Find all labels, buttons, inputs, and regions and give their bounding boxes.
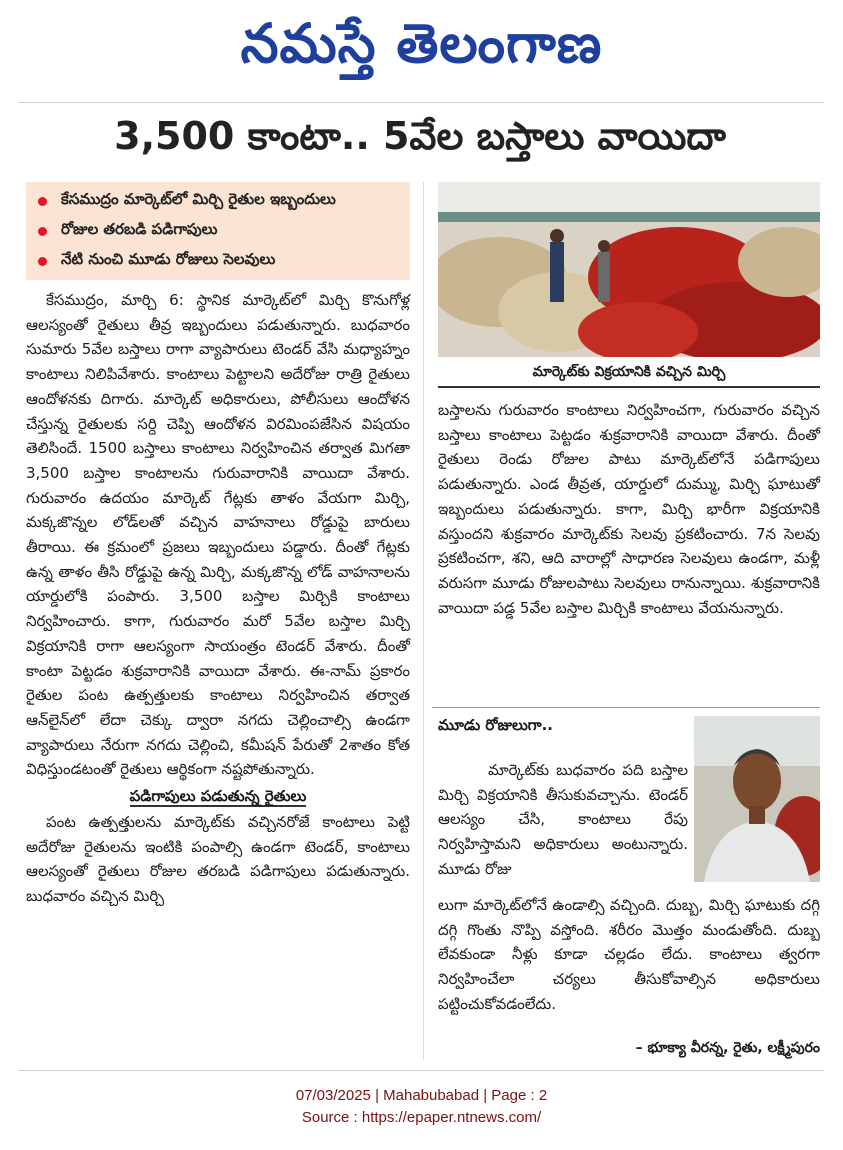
column-divider [423, 182, 424, 1060]
quote-box-divider [432, 707, 820, 708]
right-column [438, 398, 820, 620]
article-paragraph: కేసముద్రం, మార్చి 6: స్థానిక మార్కెట్‌లో మిర్చి కొనుగోళ్ల ఆలస్యంతో రైతులు తీవ్ర ఇబ్బందులు పడుతున్నారు. బుధవారం సుమారు 5వేల బస్తాలు రాగా వ్యాపారులు టెండర్ వేసి మధ్యాహ్నం కాంటాలు నిలిపివేశారు. కాంటాలు పెట్టాలని అదేరోజు రాత్రి రైతులు ఆందోళనకు దిగారు. మార్కెట్ అధికారులు, పోలీసులు ఆందోళన చేస్తున్న రైతులకు సర్ది చెప్పి ఆందోళన విరమింపజేసిన విషయం తెలిసిందే. 1500 బస్తాలు కాంటాలు నిర్వహించిన తర్వాత మిగతా 3,500 బస్తాల కాంటాలను గురువారానికి వాయిదా వేశారు. గురువారం ఉదయం మార్కెట్ గేట్లకు తాళం వేయగా మిర్చి, మక్కజొన్నల లోడ్‌లతో వచ్చిన వాహనాలు రోడ్డుపై బారులు తీరాయి. ఈ క్రమంలో ప్రజలు ఇబ్బందులు పడ్డారు. దీంతో గేట్లకు ఉన్న తాళం తీసి రోడ్డుపై ఉన్న మిర్చి, మక్కజొన్న లోడ్ వాహనాలను యార్డులోకి పంపారు. 3,500 బస్తాల మిర్చికి కాంటాలు నిర్వహించారు. కాగా, గురువారం మరో 5వేల బస్తాల మిర్చి విక్రయానికి రాగా ఆలస్యంగా సాయంత్రం టెండర్ వేశారు. దీంతో కాంటా పెట్టడం శుక్రవారానికి వాయిదా వేశారు. ఈ-నామ్ ప్రకారం రైతుల పంట ఉత్పత్తులకు కాంటాలు నిర్వహించిన తర్వాత ఆన్‌లైన్‌లో లేదా చెక్కు ద్వారా నగదు చెల్లించాల్సి ఉండగా వ్యాపారులు నేరుగా నగదు చెల్లించి, కమీషన్ పేరుతో 2శాతం కోత విధిస్తుండటంతో రైతులు ఆర్థికంగా నష్టపోతున్నారు. [26, 291, 410, 779]
article-paragraph: పంట ఉత్పత్తులను మార్కెట్‌కు వచ్చినరోజే కాంటాలు పెట్టి అదేరోజు రైతులను ఇంటికి పంపాల్సి ఉండగా టెండర్, కాంటాలు ఆలస్యంతో రైతులు రోజుల తరబడి పడిగాపులు పడుతున్నారు. బుధవారం వచ్చిన మిర్చి [26, 813, 410, 906]
highlight-text: కేసముద్రం మార్కెట్‌లో మిర్చి రైతుల ఇబ్బందులు [61, 190, 336, 208]
left-column [26, 288, 410, 909]
footer-divider [18, 1070, 824, 1071]
highlights-box [26, 182, 410, 280]
quote-signature: – భూక్యా వీరన్న, రైతు, లక్ష్మీపురం [635, 1040, 820, 1056]
footer [0, 1085, 843, 1129]
quote-paragraph: లుగా మార్కెట్‌లోనే ఉండాల్సి వచ్చింది. దుబ్బ, మిర్చి ఘాటుకు దగ్గి దగ్గి గొంతు నొప్పి వస్తోంది. శరీరం మొత్తం మండుతోంది. దుబ్బ లేవకుండా నీళ్లు కూడా చల్లడం లేదు. కాంటాలు త్వరగా నిర్వహించేలా చర్యలు తీసుకోవాల్సిన అధికారులు పట్టించుకోవడంలేదు. [438, 896, 820, 1013]
highlight-item [26, 216, 410, 246]
bullet-icon [38, 197, 47, 206]
footer-source-link[interactable]: Source : https://epaper.ntnews.com/ [301, 1109, 542, 1126]
highlight-item [26, 246, 410, 276]
photo-caption: మార్కెట్‌కు విక్రయానికి వచ్చిన మిర్చి [438, 360, 820, 388]
quote-column-continued [438, 893, 820, 1017]
masthead-divider [18, 102, 824, 103]
bullet-icon [38, 257, 47, 266]
article-headline: 3,500 కాంటా.. 5వేల బస్తాలు వాయిదా [114, 114, 726, 158]
masthead [0, 0, 843, 100]
newspaper-logo: నమస్తే తెలంగాణ [240, 11, 603, 75]
quote-subheading: మూడు రోజులుగా.. [438, 716, 554, 734]
article-paragraph: బస్తాలను గురువారం కాంటాలు నిర్వహించగా, గురువారం వచ్చిన బస్తాలు కాంటాలు పెట్టడం శుక్రవారానికి వాయిదా వేశారు. దీంతో రైతులు రెండు రోజుల పాటు మార్కెట్‌లోనే పడిగాపులు పడుతున్నారు. ఎండ తీవ్రత, యార్డులో దుమ్ము, మిర్చి ఘాటుతో ఇబ్బందులు పడుతున్నారు. కాగా, మిర్చి భారీగా విక్రయానికి వస్తుందని శుక్రవారం మార్కెట్‌కు సెలవు ప్రకటించారు. 7న సెలవు ప్రకటించగా, శని, ఆది వారాల్లో సాధారణ సెలవులు ఉండగా, మళ్లీ వరుసగా మూడు రోజులపాటు సెలవులు రానున్నాయి. శుక్రవారానికి వాయిదా పడ్డ 5వేల బస్తాల మిర్చికి కాంటాలు వేయనున్నారు. [438, 401, 820, 617]
quote-column [438, 758, 688, 882]
bullet-icon [38, 227, 47, 236]
quote-paragraph: మార్కెట్‌కు బుధవారం పది బస్తాల మిర్చి విక్రయానికి తీసుకువచ్చాను. టెండర్ ఆలస్యం చేసి, కాంటాలు రేపు నిర్వహిస్తామని అధికారులు అంటున్నారు. మూడు రోజు [438, 761, 688, 878]
farmer-photo [694, 716, 820, 882]
highlight-text: రోజుల తరబడి పడిగాపులు [61, 220, 218, 238]
highlight-text: నేటి నుంచి మూడు రోజులు సెలవులు [61, 250, 276, 268]
footer-date-line: 07/03/2025 | Mahabubabad | Page : 2 [295, 1087, 548, 1104]
subheading: పడిగాపులు పడుతున్న రైతులు [129, 787, 307, 806]
highlight-item [26, 186, 410, 216]
market-photo [438, 182, 820, 357]
